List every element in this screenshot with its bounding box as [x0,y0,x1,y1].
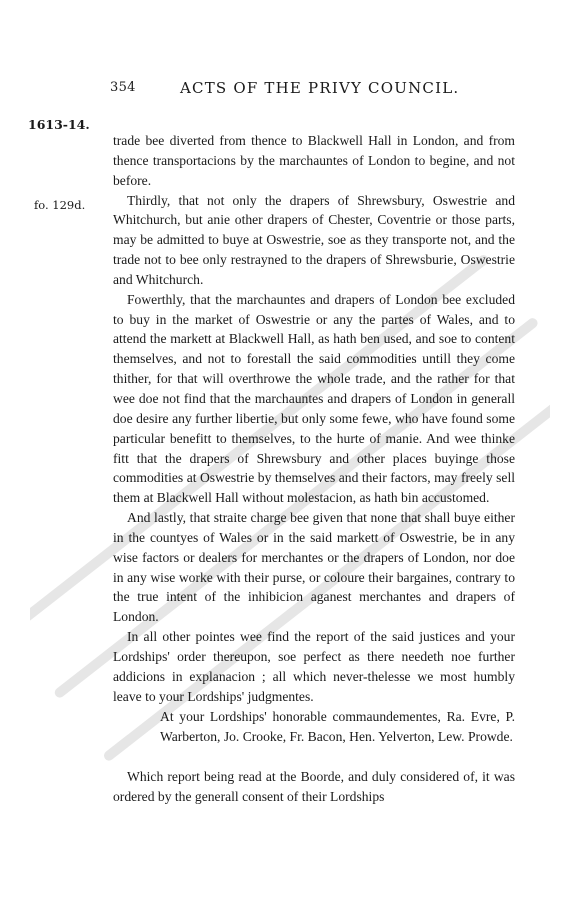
margin-year: 1613-14. [28,117,90,132]
document-body [113,131,515,807]
paragraph-4: And lastly, that straite charge bee given that none that shall buye either in the countyes of Wales or in the said markett of Oswestrie, be in any wise factors or dealers for merchantes or the drapers of London, nor doe in any wise worke with their purse, or coloure their bargaines, contrary to the true intent of the inhibicion aganest merchantes and drapers of London. [113,510,515,625]
paragraph-5: In all other pointes wee find the report of the said justices and your Lordships' order thereupon, soe perfect as there needeth noe further addicions in explanacion ; all which never-thelesse we most humbly leave to your Lordships' judgmentes. [113,629,515,704]
running-head: ACTS OF THE PRIVY COUNCIL. [180,79,460,97]
page-number: 354 [110,80,136,95]
paragraph-1: trade bee diverted from thence to Blackwell Hall in London, and from thence transportacions by the marchauntes of London to begine, and not before. [113,133,515,188]
paragraph-6: Which report being read at the Boorde, and duly considered of, it was ordered by the generall consent of their Lordships [113,769,515,804]
signature-block: At your Lordships' honorable commaundementes, Ra. Evre, P. Warberton, Jo. Crooke, Fr. Bacon, Hen. Yelverton, Lew. Prowde. [160,709,515,745]
paragraph-2: Thirdly, that not only the drapers of Shrewsbury, Oswestrie and Whitchurch, but anie other drapers of Chester, Coventrie or those parts, may be admitted to buye at Oswestrie, soe as they transporte not, and the trade not to bee only restrayned to the drapers of Shrewsburie, Oswestrie and Whitchurch. [113,192,515,287]
paragraph-3: Fowerthly, that the marchauntes and drapers of London bee excluded to buy in the market of Oswestrie or any the partes of Wales, and to attend the markett at Blackwell Hall, as hath ben used, and soe to content themselves, and not to forestall the said commodities untill they come thither, for that will overthrowe the whole trade, and the rather for that wee doe not find that the marchauntes and drapers of London in generall doe desire any further libertie, but only some fewe, who have found some particular benefitt to themselves, to the hurte of manie. And wee thinke fitt that the drapers of Shrewsbury and other places buyinge those commodities at Oswestrie by themselves and their factors, may freely sell them at Blackwell Hall without molestacion, as hath bin accustomed. [113,291,515,506]
margin-folio: fo. 129d. [34,198,86,212]
